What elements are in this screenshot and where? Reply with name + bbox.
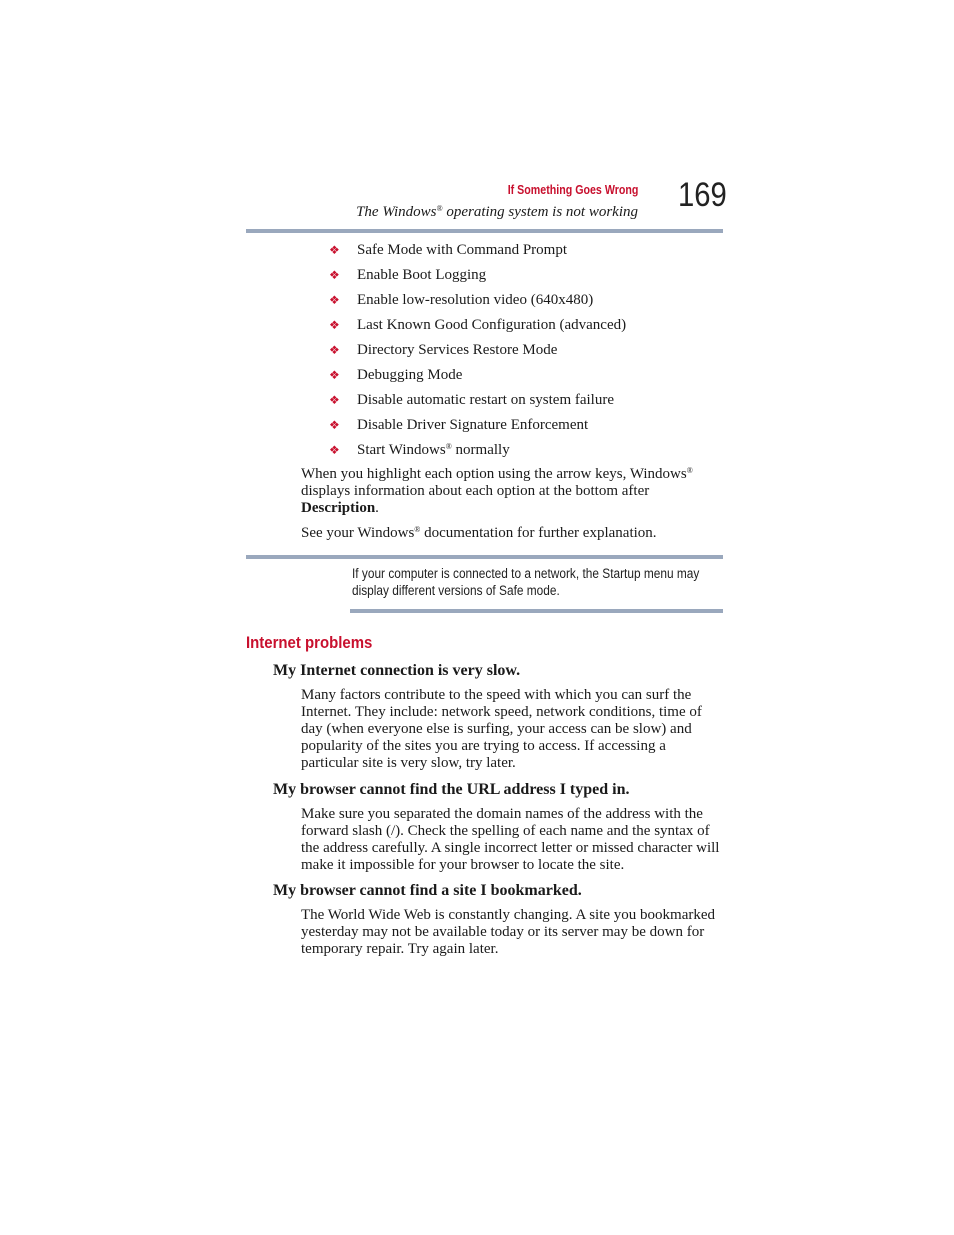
diamond-bullet-icon: ❖ (329, 243, 340, 257)
list-item: ❖ Debugging Mode (329, 367, 463, 383)
note-text: If your computer is connected to a network, the Startup menu may display different versions of Safe mode. (352, 566, 700, 598)
highlight-paragraph: When you highlight each option using the arrow keys, Windows® displays information about each option at the bottom after Description. (301, 466, 693, 516)
problem-answer: Make sure you separated the domain names of the address with the forward slash (/). Check the spelling of each name and the syntax of the address carefully. A single incorrect letter or missed character will make it impossible for your browser to locate the site. (301, 806, 720, 873)
list-item: ❖ Start Windows® normally (329, 442, 510, 458)
list-item: ❖ Last Known Good Configuration (advanced) (329, 317, 627, 333)
problem-question: My browser cannot find a site I bookmarked. (273, 882, 582, 899)
list-item: ❖ Disable automatic restart on system failure (329, 392, 614, 408)
list-item: ❖ Disable Driver Signature Enforcement (329, 417, 589, 433)
diamond-bullet-icon: ❖ (329, 293, 340, 307)
note-bottom-rule (350, 609, 723, 613)
list-item: ❖ Enable Boot Logging (329, 267, 487, 283)
problem-question: My browser cannot find the URL address I typed in. (273, 781, 630, 798)
problem-question: My Internet connection is very slow. (273, 662, 521, 679)
list-item: ❖ Safe Mode with Command Prompt (329, 242, 567, 258)
section-title: The Windows® operating system is not working (356, 204, 638, 220)
diamond-bullet-icon: ❖ (329, 443, 340, 457)
chapter-title: If Something Goes Wrong (507, 182, 638, 197)
diamond-bullet-icon: ❖ (329, 418, 340, 432)
diamond-bullet-icon: ❖ (329, 393, 340, 407)
startup-options-list (329, 240, 626, 465)
list-item: ❖ Enable low-resolution video (640x480) (329, 292, 594, 308)
problem-answer: Many factors contribute to the speed with which you can surf the Internet. They include: network speed, network conditions, time of day (when everyone else is surfing, your access can be slow) and popularity of the sites you are trying to access. If accessing a particular site is very slow, try later. (301, 687, 702, 771)
diamond-bullet-icon: ❖ (329, 318, 340, 332)
note-top-rule (246, 555, 723, 559)
page-number: 169 (678, 176, 727, 214)
section-heading: Internet problems (246, 633, 373, 652)
diamond-bullet-icon: ❖ (329, 368, 340, 382)
problem-answer: The World Wide Web is constantly changing. A site you bookmarked yesterday may not be available today or its server may be down for temporary repair. Try again later. (301, 907, 716, 957)
diamond-bullet-icon: ❖ (329, 268, 340, 282)
diamond-bullet-icon: ❖ (329, 343, 340, 357)
see-docs-paragraph: See your Windows® documentation for further explanation. (301, 525, 657, 541)
header-rule (246, 229, 723, 233)
list-item: ❖ Directory Services Restore Mode (329, 342, 558, 358)
